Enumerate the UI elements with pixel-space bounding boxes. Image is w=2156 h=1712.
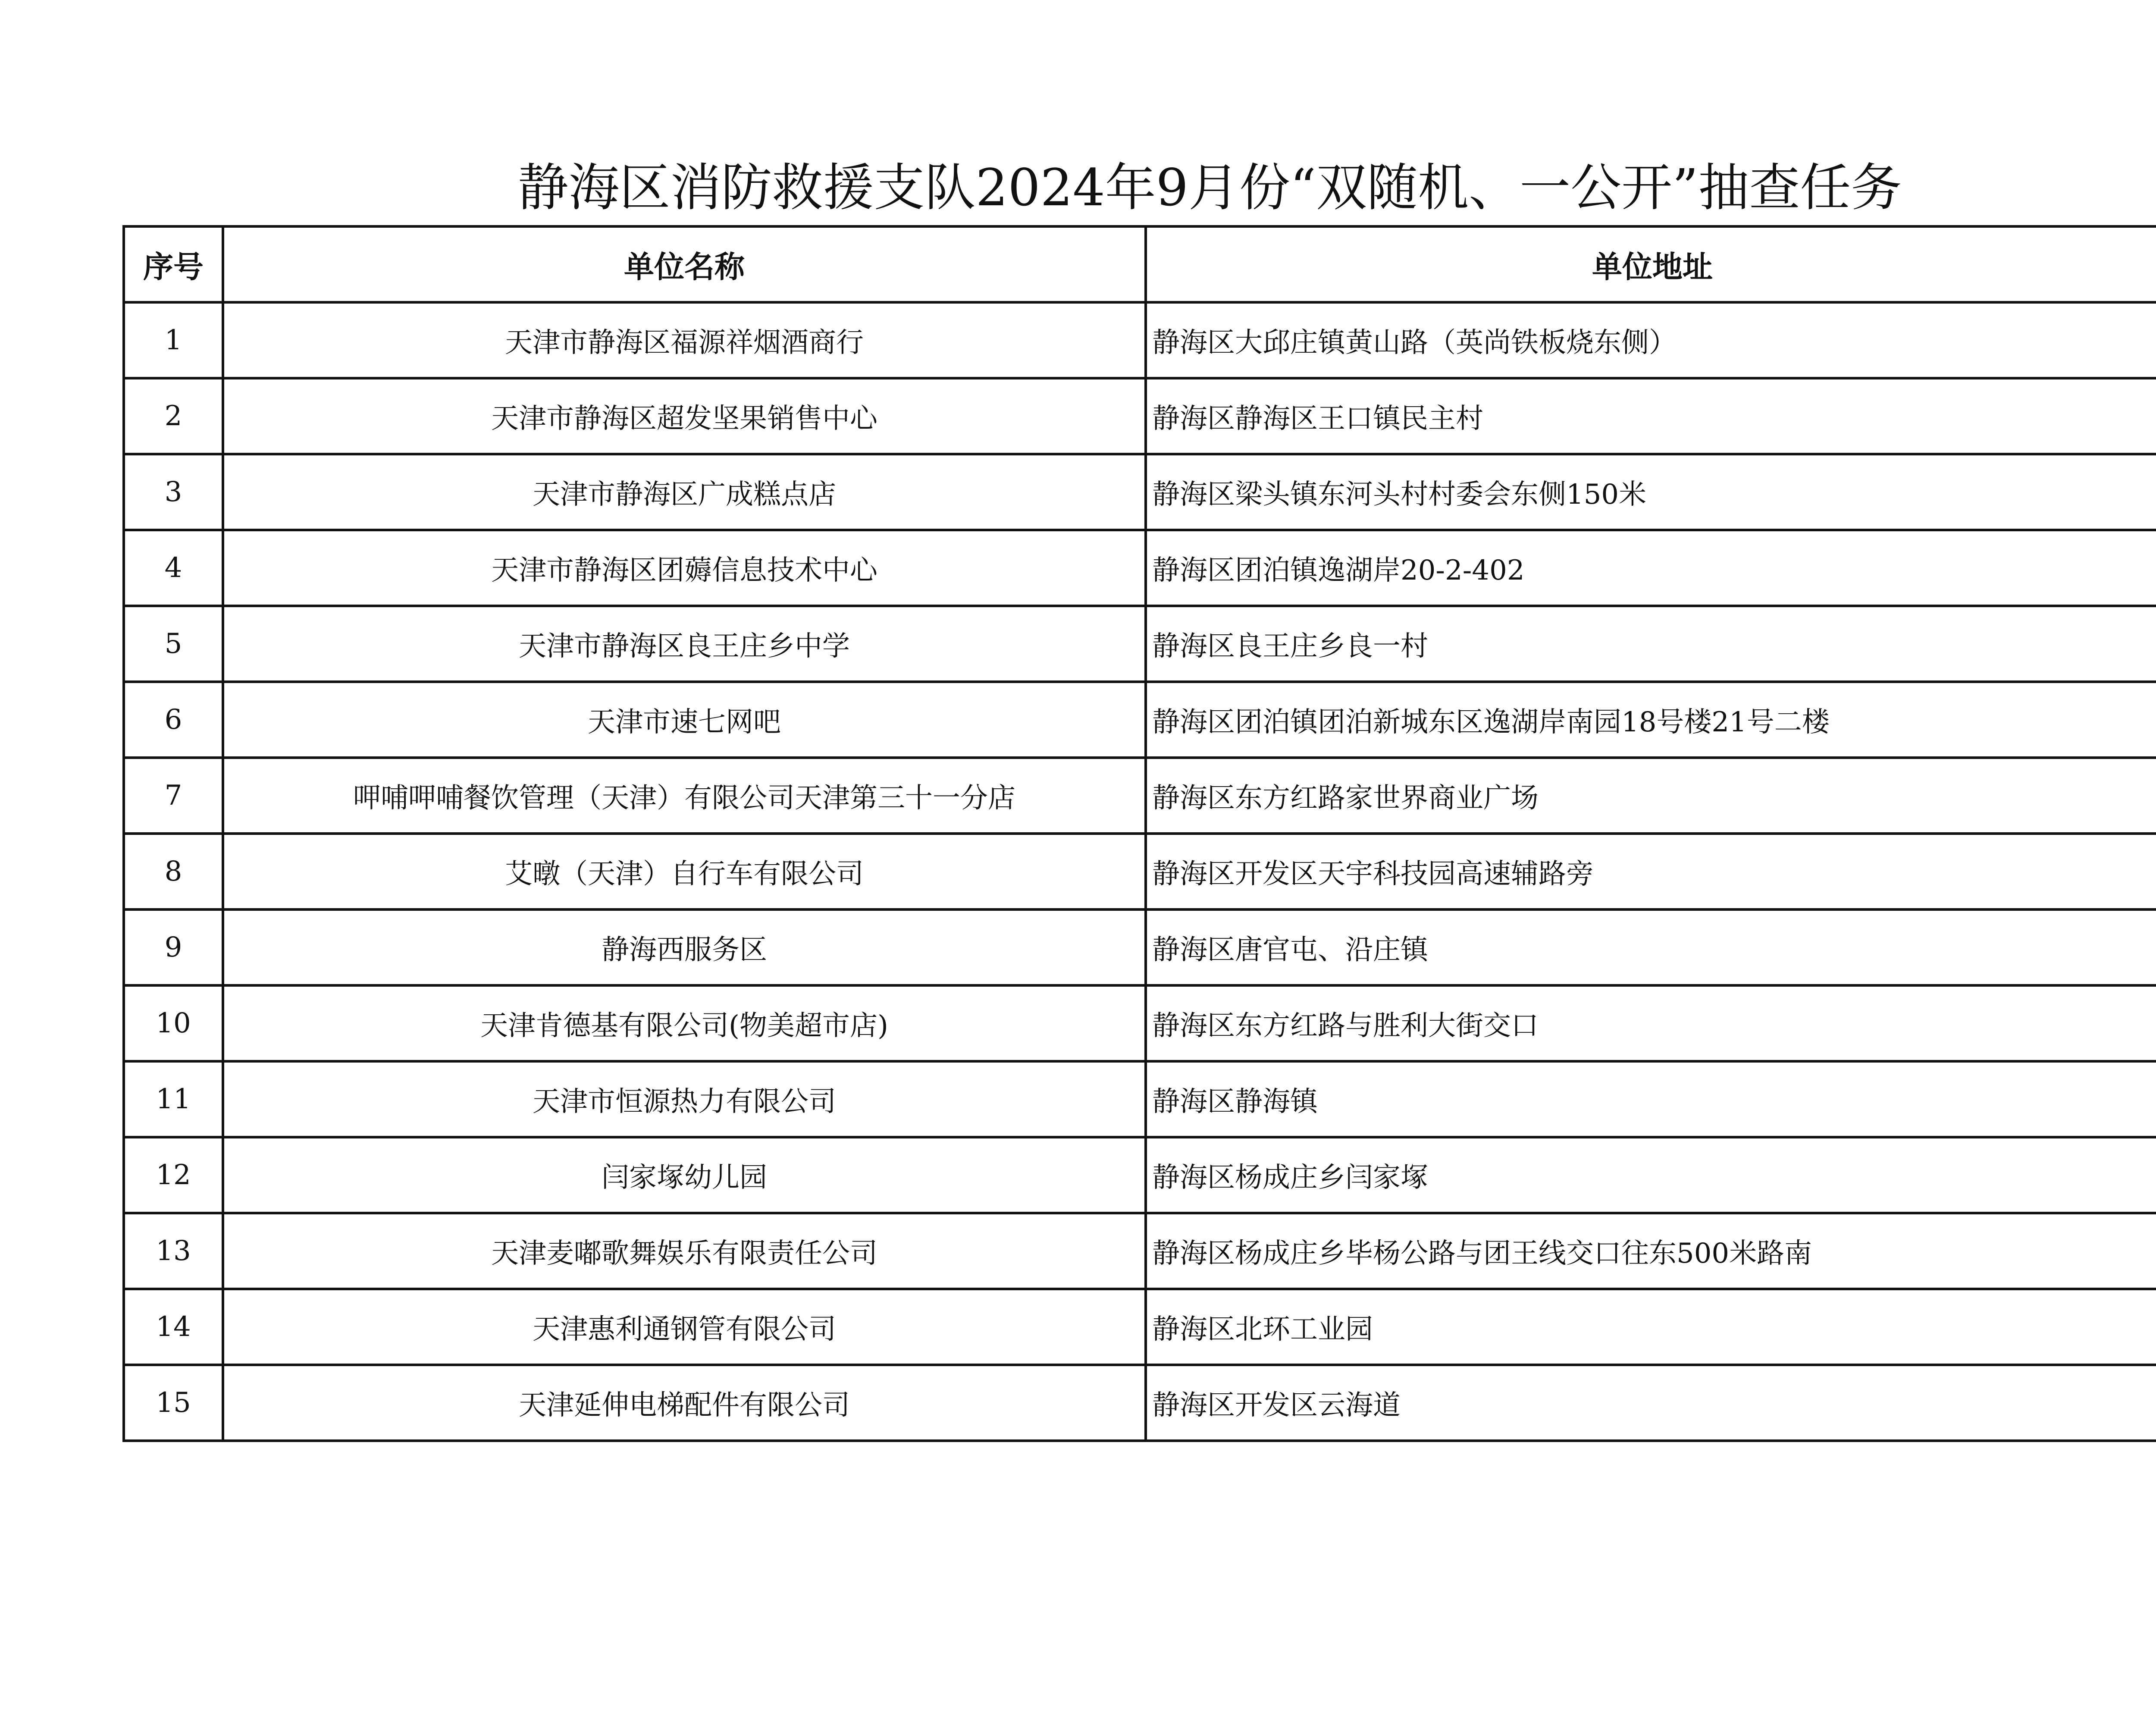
cell-no: 7: [124, 758, 223, 834]
cell-no: 14: [124, 1289, 223, 1365]
table-row: [124, 1289, 2156, 1365]
table-row: [124, 758, 2156, 834]
cell-name: 闫家塚幼儿园: [223, 1137, 1146, 1213]
cell-address: 静海区杨成庄乡闫家塚: [1146, 1137, 2156, 1213]
cell-no: 3: [124, 454, 223, 530]
cell-no: 2: [124, 378, 223, 454]
cell-name: 天津肯德基有限公司(物美超市店): [223, 985, 1146, 1061]
cell-address: 静海区唐官屯、沿庄镇: [1146, 909, 2156, 985]
cell-no: 12: [124, 1137, 223, 1213]
table-row: [124, 985, 2156, 1061]
cell-address: 静海区静海镇: [1146, 1061, 2156, 1137]
cell-name: 天津市静海区团薅信息技术中心: [223, 530, 1146, 606]
cell-address: 静海区开发区云海道: [1146, 1365, 2156, 1441]
cell-name: 呷哺呷哺餐饮管理（天津）有限公司天津第三十一分店: [223, 758, 1146, 834]
table-row: [124, 1365, 2156, 1441]
page-title: 静海区消防救援支队2024年9月份“双随机、一公开”抽查任务: [517, 158, 1902, 217]
table-row: [124, 378, 2156, 454]
table-row: [124, 454, 2156, 530]
cell-no: 15: [124, 1365, 223, 1441]
cell-name: 天津延伸电梯配件有限公司: [223, 1365, 1146, 1441]
cell-name: 艾暾（天津）自行车有限公司: [223, 834, 1146, 909]
cell-address: 静海区静海区王口镇民主村: [1146, 378, 2156, 454]
cell-no: 5: [124, 606, 223, 682]
cell-address: 静海区北环工业园: [1146, 1289, 2156, 1365]
cell-no: 9: [124, 909, 223, 985]
inspection-task-table: [122, 225, 2156, 1442]
table-row: [124, 1061, 2156, 1137]
cell-address: 静海区东方红路家世界商业广场: [1146, 758, 2156, 834]
header-no: 序号: [124, 226, 223, 302]
cell-address: 静海区开发区天宇科技园高速辅路旁: [1146, 834, 2156, 909]
cell-address: 静海区大邱庄镇黄山路（英尚铁板烧东侧）: [1146, 302, 2156, 378]
cell-no: 4: [124, 530, 223, 606]
header-name: 单位名称: [223, 226, 1146, 302]
cell-address: 静海区良王庄乡良一村: [1146, 606, 2156, 682]
table-row: [124, 1213, 2156, 1289]
cell-name: 天津市速七网吧: [223, 682, 1146, 758]
table-row: [124, 302, 2156, 378]
cell-name: 天津惠利通钢管有限公司: [223, 1289, 1146, 1365]
table-row: [124, 530, 2156, 606]
header-address: 单位地址: [1146, 226, 2156, 302]
table-row: [124, 909, 2156, 985]
table-row: [124, 834, 2156, 909]
cell-no: 13: [124, 1213, 223, 1289]
table-header-row: [124, 226, 2156, 302]
table-row: [124, 606, 2156, 682]
cell-address: 静海区梁头镇东河头村村委会东侧150米: [1146, 454, 2156, 530]
cell-no: 1: [124, 302, 223, 378]
cell-name: 天津市恒源热力有限公司: [223, 1061, 1146, 1137]
cell-no: 6: [124, 682, 223, 758]
cell-name: 天津麦嘟歌舞娱乐有限责任公司: [223, 1213, 1146, 1289]
cell-name: 天津市静海区良王庄乡中学: [223, 606, 1146, 682]
cell-address: 静海区团泊镇团泊新城东区逸湖岸南园18号楼21号二楼: [1146, 682, 2156, 758]
cell-no: 10: [124, 985, 223, 1061]
cell-no: 8: [124, 834, 223, 909]
table-row: [124, 682, 2156, 758]
table-row: [124, 1137, 2156, 1213]
cell-address: 静海区团泊镇逸湖岸20-2-402: [1146, 530, 2156, 606]
cell-name: 天津市静海区福源祥烟酒商行: [223, 302, 1146, 378]
cell-no: 11: [124, 1061, 223, 1137]
cell-name: 静海西服务区: [223, 909, 1146, 985]
cell-name: 天津市静海区超发坚果销售中心: [223, 378, 1146, 454]
cell-address: 静海区杨成庄乡毕杨公路与团王线交口往东500米路南: [1146, 1213, 2156, 1289]
cell-name: 天津市静海区广成糕点店: [223, 454, 1146, 530]
cell-address: 静海区东方红路与胜利大街交口: [1146, 985, 2156, 1061]
